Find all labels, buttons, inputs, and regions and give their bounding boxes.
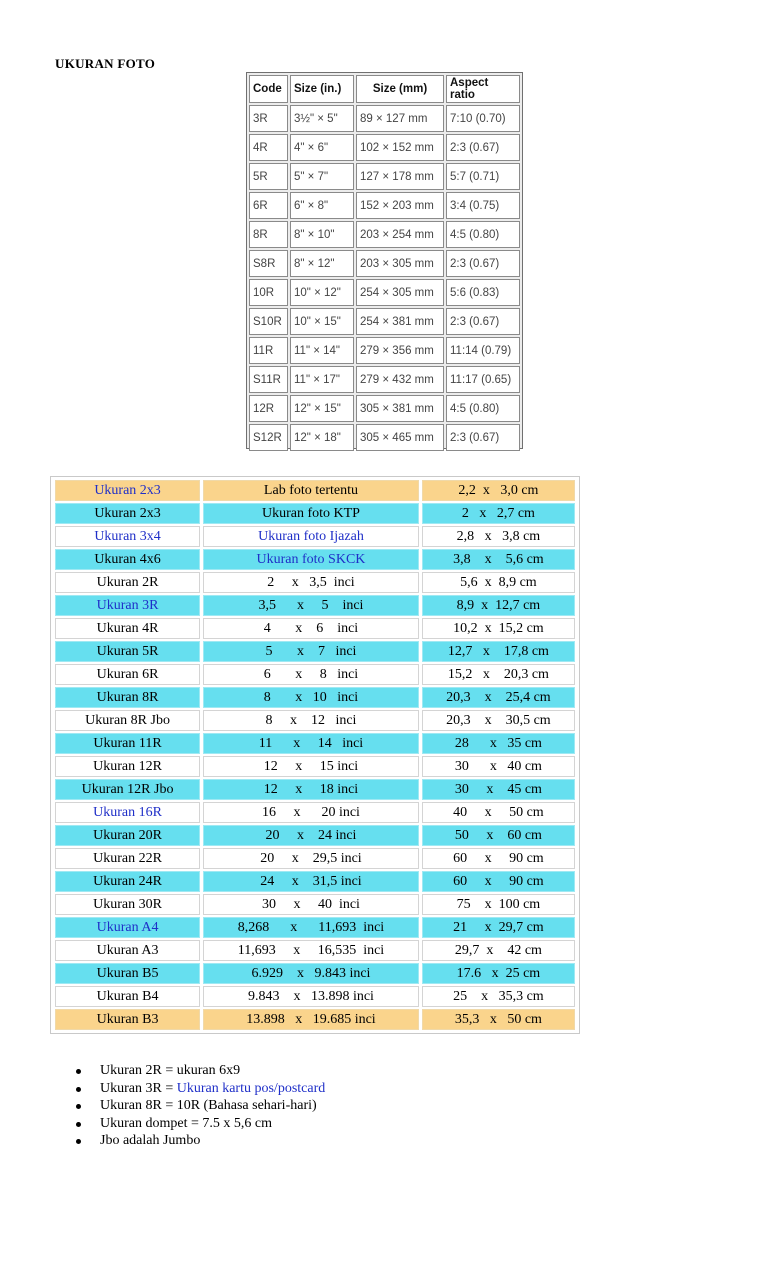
size-cm-cell: 2 x 2,7 cm (422, 503, 575, 524)
size-inch-cell[interactable]: Ukuran foto Ijazah (203, 526, 419, 547)
table-row (55, 779, 575, 800)
table-row (55, 756, 575, 777)
aspect-ratio-cell: 5:7 (0.71) (446, 163, 520, 190)
list-item (58, 1115, 325, 1133)
size-name-cell: Ukuran B3 (55, 1009, 200, 1030)
bullet-icon (76, 1104, 81, 1109)
size-name-cell: Ukuran 8R Jbo (55, 710, 200, 731)
size-name-cell: Ukuran 2R (55, 572, 200, 593)
size-in-cell: 5" × 7" (290, 163, 354, 190)
code-cell: S10R (249, 308, 288, 335)
size-in-cell: 10" × 12" (290, 279, 354, 306)
code-cell: 5R (249, 163, 288, 190)
size-cm-cell: 28 x 35 cm (422, 733, 575, 754)
size-name-cell: Ukuran B4 (55, 986, 200, 1007)
table-row (55, 986, 575, 1007)
size-cm-cell: 5,6 x 8,9 cm (422, 572, 575, 593)
header-size-mm: Size (mm) (356, 75, 444, 103)
size-inch-cell: 12 x 18 inci (203, 779, 419, 800)
size-inch-cell: 11,693 x 16,535 inci (203, 940, 419, 961)
code-cell: 3R (249, 105, 288, 132)
aspect-ratio-cell: 2:3 (0.67) (446, 250, 520, 277)
size-inch-cell: Lab foto tertentu (203, 480, 419, 501)
size-mm-cell: 305 × 465 mm (356, 424, 444, 451)
size-name-cell: Ukuran 2x3 (55, 503, 200, 524)
size-mm-cell: 254 × 381 mm (356, 308, 444, 335)
size-name-cell[interactable]: Ukuran A4 (55, 917, 200, 938)
size-mm-cell: 279 × 356 mm (356, 337, 444, 364)
size-inch-cell: 30 x 40 inci (203, 894, 419, 915)
code-cell: 12R (249, 395, 288, 422)
reference-row (249, 337, 520, 364)
size-table (52, 478, 578, 1032)
size-cm-cell: 40 x 50 cm (422, 802, 575, 823)
table-row (55, 595, 575, 616)
table-row (55, 572, 575, 593)
size-mm-cell: 305 × 381 mm (356, 395, 444, 422)
aspect-ratio-cell: 5:6 (0.83) (446, 279, 520, 306)
size-cm-cell: 15,2 x 20,3 cm (422, 664, 575, 685)
size-name-cell[interactable]: Ukuran 3x4 (55, 526, 200, 547)
table-row (55, 549, 575, 570)
size-name-cell: Ukuran 5R (55, 641, 200, 662)
code-cell: 6R (249, 192, 288, 219)
size-cm-cell: 75 x 100 cm (422, 894, 575, 915)
reference-row (249, 424, 520, 451)
size-name-cell: Ukuran 4x6 (55, 549, 200, 570)
size-inch-cell: 6 x 8 inci (203, 664, 419, 685)
size-inch-cell: 4 x 6 inci (203, 618, 419, 639)
bullet-icon (76, 1069, 81, 1074)
aspect-ratio-cell: 4:5 (0.80) (446, 221, 520, 248)
size-inch-cell: 13.898 x 19.685 inci (203, 1009, 419, 1030)
table-row (55, 848, 575, 869)
size-cm-cell: 20,3 x 30,5 cm (422, 710, 575, 731)
bullet-icon (76, 1122, 81, 1127)
size-inch-cell: 5 x 7 inci (203, 641, 419, 662)
aspect-ratio-cell: 3:4 (0.75) (446, 192, 520, 219)
bullet-icon (76, 1139, 81, 1144)
size-name-cell: Ukuran 30R (55, 894, 200, 915)
reference-row (249, 250, 520, 277)
size-name-cell: Ukuran 24R (55, 871, 200, 892)
size-mm-cell: 279 × 432 mm (356, 366, 444, 393)
size-cm-cell: 17.6 x 25 cm (422, 963, 575, 984)
code-cell: 11R (249, 337, 288, 364)
size-cm-cell: 21 x 29,7 cm (422, 917, 575, 938)
reference-row (249, 105, 520, 132)
reference-header-row (249, 75, 520, 103)
reference-row (249, 308, 520, 335)
table-row (55, 733, 575, 754)
size-inch-cell: 24 x 31,5 inci (203, 871, 419, 892)
size-inch-cell: 8,268 x 11,693 inci (203, 917, 419, 938)
size-in-cell: 8" × 12" (290, 250, 354, 277)
aspect-ratio-cell: 2:3 (0.67) (446, 308, 520, 335)
size-table-container (50, 476, 580, 1034)
size-inch-cell: 12 x 15 inci (203, 756, 419, 777)
note-text: Jbo adalah Jumbo (100, 1133, 201, 1148)
size-inch-cell: 8 x 12 inci (203, 710, 419, 731)
note-text: Ukuran 8R = 10R (Bahasa sehari-hari) (100, 1098, 317, 1113)
size-inch-cell: 20 x 29,5 inci (203, 848, 419, 869)
table-row (55, 710, 575, 731)
size-name-cell: Ukuran B5 (55, 963, 200, 984)
reference-row (249, 395, 520, 422)
size-name-cell: Ukuran A3 (55, 940, 200, 961)
header-code: Code (249, 75, 288, 103)
size-cm-cell: 60 x 90 cm (422, 871, 575, 892)
size-name-cell: Ukuran 22R (55, 848, 200, 869)
reference-row (249, 279, 520, 306)
size-inch-cell: 16 x 20 inci (203, 802, 419, 823)
size-cm-cell: 50 x 60 cm (422, 825, 575, 846)
size-inch-cell: 20 x 24 inci (203, 825, 419, 846)
size-in-cell: 12" × 15" (290, 395, 354, 422)
list-item (58, 1132, 325, 1150)
size-cm-cell: 60 x 90 cm (422, 848, 575, 869)
reference-row (249, 366, 520, 393)
size-inch-cell: 9.843 x 13.898 inci (203, 986, 419, 1007)
size-in-cell: 10" × 15" (290, 308, 354, 335)
page-title: UKURAN FOTO (55, 56, 156, 71)
list-item (58, 1080, 325, 1098)
code-cell: S8R (249, 250, 288, 277)
table-row (55, 687, 575, 708)
size-inch-cell[interactable]: Ukuran foto SKCK (203, 549, 419, 570)
aspect-ratio-cell: 2:3 (0.67) (446, 134, 520, 161)
size-inch-cell: 11 x 14 inci (203, 733, 419, 754)
postcard-link[interactable]: Ukuran kartu pos/postcard (176, 1080, 326, 1096)
code-cell: 10R (249, 279, 288, 306)
size-inch-cell: 6.929 x 9.843 inci (203, 963, 419, 984)
size-in-cell: 4" × 6" (290, 134, 354, 161)
code-cell: 8R (249, 221, 288, 248)
size-inch-cell: Ukuran foto KTP (203, 503, 419, 524)
table-row (55, 618, 575, 639)
code-cell: S11R (249, 366, 288, 393)
table-row (55, 641, 575, 662)
bullet-icon (76, 1087, 81, 1092)
header-size-in: Size (in.) (290, 75, 354, 103)
size-cm-cell: 35,3 x 50 cm (422, 1009, 575, 1030)
table-row (55, 894, 575, 915)
list-item (58, 1062, 325, 1080)
table-row (55, 503, 575, 524)
size-in-cell: 8" × 10" (290, 221, 354, 248)
size-in-cell: 6" × 8" (290, 192, 354, 219)
size-cm-cell: 3,8 x 5,6 cm (422, 549, 575, 570)
size-inch-cell: 8 x 10 inci (203, 687, 419, 708)
table-row (55, 526, 575, 547)
size-mm-cell: 102 × 152 mm (356, 134, 444, 161)
aspect-ratio-cell: 2:3 (0.67) (446, 424, 520, 451)
table-row (55, 1009, 575, 1030)
table-row (55, 480, 575, 501)
header-aspect-ratio: Aspect ratio (446, 75, 520, 103)
size-cm-cell: 2,2 x 3,0 cm (422, 480, 575, 501)
note-text: Ukuran 2R = ukuran 6x9 (100, 1063, 241, 1078)
aspect-ratio-cell: 7:10 (0.70) (446, 105, 520, 132)
size-name-cell: Ukuran 8R (55, 687, 200, 708)
size-cm-cell: 29,7 x 42 cm (422, 940, 575, 961)
size-cm-cell: 30 x 45 cm (422, 779, 575, 800)
size-name-cell: Ukuran 12R Jbo (55, 779, 200, 800)
table-row (55, 963, 575, 984)
notes-list (58, 1062, 325, 1150)
table-row (55, 664, 575, 685)
size-inch-cell: 2 x 3,5 inci (203, 572, 419, 593)
size-name-cell[interactable]: Ukuran 2x3 (55, 480, 200, 501)
table-row (55, 940, 575, 961)
size-mm-cell: 152 × 203 mm (356, 192, 444, 219)
aspect-ratio-cell: 11:17 (0.65) (446, 366, 520, 393)
table-row (55, 871, 575, 892)
size-name-cell: Ukuran 11R (55, 733, 200, 754)
size-in-cell: 11" × 17" (290, 366, 354, 393)
list-item (58, 1097, 325, 1115)
size-mm-cell: 254 × 305 mm (356, 279, 444, 306)
size-name-cell: Ukuran 4R (55, 618, 200, 639)
size-mm-cell: 203 × 254 mm (356, 221, 444, 248)
size-cm-cell: 25 x 35,3 cm (422, 986, 575, 1007)
reference-row (249, 221, 520, 248)
size-name-cell: Ukuran 6R (55, 664, 200, 685)
reference-row (249, 192, 520, 219)
code-cell: S12R (249, 424, 288, 451)
photo-size-reference-image (246, 72, 523, 449)
size-inch-cell: 3,5 x 5 inci (203, 595, 419, 616)
size-name-cell: Ukuran 20R (55, 825, 200, 846)
code-cell: 4R (249, 134, 288, 161)
size-mm-cell: 127 × 178 mm (356, 163, 444, 190)
aspect-ratio-cell: 11:14 (0.79) (446, 337, 520, 364)
size-cm-cell: 2,8 x 3,8 cm (422, 526, 575, 547)
table-row (55, 802, 575, 823)
table-row (55, 917, 575, 938)
size-name-cell[interactable]: Ukuran 16R (55, 802, 200, 823)
size-name-cell[interactable]: Ukuran 3R (55, 595, 200, 616)
size-mm-cell: 203 × 305 mm (356, 250, 444, 277)
size-cm-cell: 8,9 x 12,7 cm (422, 595, 575, 616)
reference-row (249, 163, 520, 190)
size-name-cell: Ukuran 12R (55, 756, 200, 777)
size-mm-cell: 89 × 127 mm (356, 105, 444, 132)
size-cm-cell: 30 x 40 cm (422, 756, 575, 777)
reference-table (247, 73, 522, 453)
size-in-cell: 11" × 14" (290, 337, 354, 364)
aspect-ratio-cell: 4:5 (0.80) (446, 395, 520, 422)
size-in-cell: 3½" × 5" (290, 105, 354, 132)
note-text: Ukuran 3R = (100, 1080, 177, 1096)
size-cm-cell: 12,7 x 17,8 cm (422, 641, 575, 662)
table-row (55, 825, 575, 846)
size-cm-cell: 10,2 x 15,2 cm (422, 618, 575, 639)
size-cm-cell: 20,3 x 25,4 cm (422, 687, 575, 708)
reference-row (249, 134, 520, 161)
size-in-cell: 12" × 18" (290, 424, 354, 451)
note-text: Ukuran dompet = 7.5 x 5,6 cm (100, 1115, 272, 1131)
